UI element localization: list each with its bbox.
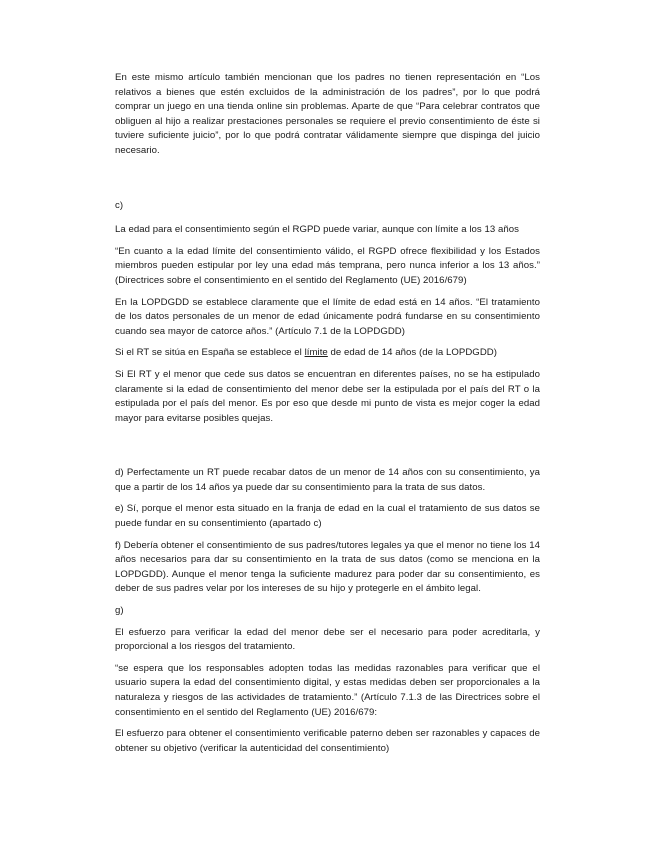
- paragraph-c4-before: Si el RT se sitúa en España se establece el: [115, 347, 305, 359]
- paragraph-c2-quote: “En cuanto a la edad límite del consentimiento válido, el RGPD ofrece flexibilidad y los Estados miembros pueden estipular por ley una edad más temprana, pero nunca inferior a los 13 años.” (Directrices sobre el consentimiento en el sentido del Reglamento (UE) 2016/679): [115, 245, 540, 286]
- paragraph-intro: En este mismo artículo también mencionan que los padres no tienen representación en “Los relativos a bienes que estén excluidos de la administración de los padres”, por lo que podrá comprar un juego en una tienda online sin problemas. Aparte de que “Para celebrar contratos que obliguen al hijo a realizar prestaciones personales se requiere el previo consentimiento de éste si tuviere suficiente juicio”, por lo que podrá contratar válidamente siempre que dispinga del juicio necesario.: [115, 72, 540, 156]
- paragraph-g3: El esfuerzo para obtener el consentimiento verificable paterno deben ser razonables y capaces de obtener su objetivo (verificar la autenticidad del consentimiento): [115, 728, 540, 754]
- paragraph-c5: Si El RT y el menor que cede sus datos se encuentran en diferentes países, no se ha estipulado claramente si la edad de consentimiento del menor debe ser la estipulada por el país del RT o la estipulada por el país del menor. Es por eso que desde mi punto de vista es mejor coger la edad mayor para evitarse posibles quejas.: [115, 368, 540, 424]
- paragraph-g1: El esfuerzo para verificar la edad del menor debe ser el necesario para poder acreditarla, y proporcional a los riesgos del tratamiento.: [115, 626, 540, 653]
- paragraph-c4: [115, 346, 540, 361]
- paragraph-c3: En la LOPDGDD se establece claramente que el límite de edad está en 14 años. “El tratamiento de los datos personales de un menor de edad únicamente podrá fundarse en su consentimiento cuando sea mayor de catorce años.” (Artículo 7.1 de la LOPDGDD): [115, 296, 540, 337]
- paragraph-g2-quote: “se espera que los responsables adopten todas las medidas razonables para verificar que el usuario supera la edad del consentimiento digital, y estas medidas deben ser proporcionales a la naturaleza y riesgos de las actividades de tratamiento.” (Artículo 7.1.3 de las Directrices sobre el consentimiento en el sentido del Reglamento (UE) 2016/679:: [115, 662, 540, 718]
- section-g-label: g): [115, 605, 124, 617]
- paragraph-e: e) Sí, porque el menor esta situado en la franja de edad en la cual el tratamiento de sus datos se puede fundar en su consentimiento (apartado c): [115, 503, 540, 530]
- paragraph-f: f) Debería obtener el consentimiento de sus padres/tutores legales ya que el menor no tiene los 14 años necesarios para dar su consentimiento en la trata de sus datos (como se menciona en la LOPDGDD). Aunque el menor tenga la suficiente madurez para poder dar su consentimiento, es deber de sus padres velar por los intereses de su hijo y protegerle en el ámbito legal.: [115, 539, 540, 595]
- paragraph-c4-after: de edad de 14 años (de la LOPDGDD): [327, 347, 498, 359]
- paragraph-d: d) Perfectamente un RT puede recabar datos de un menor de 14 años con su consentimiento, ya que a partir de los 14 años ya puede dar su consentimiento para la trata de sus datos.: [115, 467, 540, 493]
- paragraph-c4-underlined: límite: [304, 347, 328, 359]
- paragraph-c1: La edad para el consentimiento según el RGPD puede variar, aunque con límite a los 13 años: [115, 224, 519, 236]
- section-c-label: c): [115, 199, 124, 211]
